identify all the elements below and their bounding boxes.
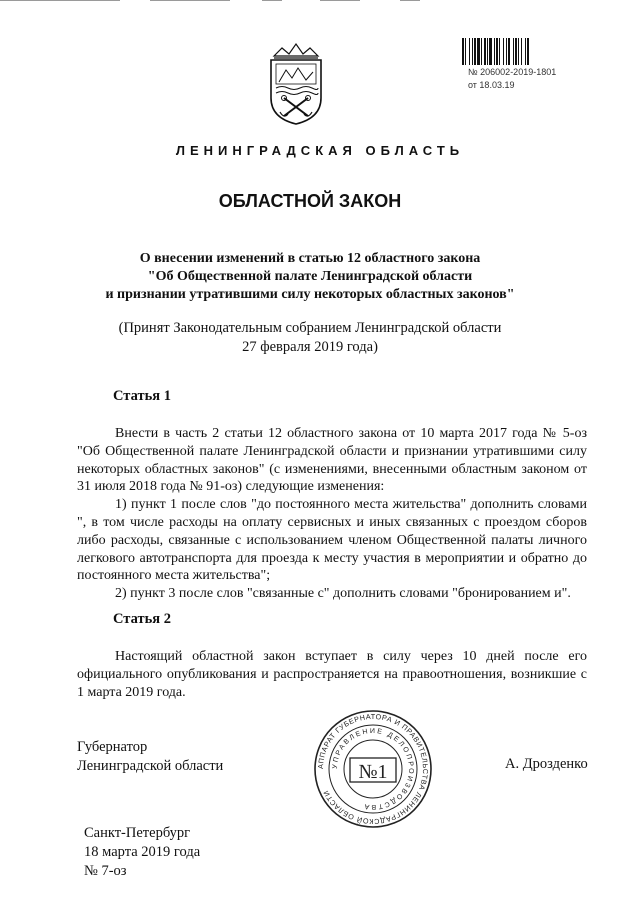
issue-city: Санкт-Петербург — [84, 825, 191, 841]
seal-inner-text: УПРАВЛЕНИЕ ДЕЛОПРОИЗВОДСТВА — [331, 727, 415, 811]
barcode-bar — [525, 38, 526, 65]
law-type-heading: ОБЛАСТНОЙ ЗАКОН — [218, 191, 402, 211]
adoption-line: (Принят Законодательным собранием Ленинградской области — [118, 320, 502, 336]
barcode-bar — [503, 38, 504, 65]
article-1-body — [77, 425, 587, 603]
barcode-bar — [527, 38, 529, 65]
region-heading: ЛЕНИНГРАДСКАЯ ОБЛАСТЬ — [175, 143, 465, 158]
article-1-heading: Статья 1 — [113, 388, 171, 404]
law-title-line: и признании утратившими силу некоторых областных законов" — [105, 287, 515, 302]
article-1-intro: Внести в часть 2 статьи 12 областного закона от 10 марта 2017 года № 5-оз "Об Общественной палате Ленинградской области и признании утратившими силу некоторых областных законов" (с изменениями, внесенными областным законом от 31 июля 2018 года № 91-оз) следующие изменения: — [77, 426, 587, 495]
signatory-name: А. Дрозденко — [505, 756, 588, 772]
article-1-item-2: 2) пункт 3 после слов "связанные с" дополнить словами "бронированием и". — [115, 586, 571, 602]
barcode-bar — [515, 38, 517, 65]
article-2-heading: Статья 2 — [113, 611, 171, 627]
barcode-bar — [469, 38, 470, 65]
issue-date: 18 марта 2019 года — [84, 844, 201, 860]
barcode-bar — [499, 38, 500, 65]
adoption-date: 27 февраля 2019 года) — [242, 339, 378, 355]
barcode-bar — [496, 38, 498, 65]
barcode-bar — [513, 38, 514, 65]
law-title — [60, 250, 560, 304]
barcode-bar — [508, 38, 510, 65]
law-title-line: "Об Общественной палате Ленинградской области — [147, 269, 473, 284]
barcode-bar — [489, 38, 492, 65]
barcode-bar — [518, 38, 519, 65]
barcode-bar — [481, 38, 482, 65]
barcode-bar — [487, 38, 488, 65]
law-title-line: О внесении изменений в статью 12 областного закона — [139, 251, 481, 266]
law-number: № 7-оз — [84, 863, 127, 879]
registration-number: № 206002-2019-1801 — [468, 67, 557, 77]
signatory-region: Ленинградской области — [77, 758, 224, 774]
barcode-bar — [474, 38, 476, 65]
official-seal-stamp — [312, 708, 434, 830]
adoption-note — [60, 319, 560, 357]
article-2-body — [77, 648, 587, 701]
seal-number: №1 — [358, 761, 388, 783]
barcode-bar — [462, 38, 464, 65]
barcode-bar — [484, 38, 486, 65]
barcode-bar — [506, 38, 507, 65]
issue-place-date — [84, 824, 200, 881]
barcode-bar — [472, 38, 473, 65]
coat-of-arms-emblem — [268, 40, 324, 126]
barcode-bar — [477, 38, 480, 65]
barcode — [462, 38, 580, 65]
barcode-bar — [494, 38, 495, 65]
article-1-item-1: 1) пункт 1 после слов "до постоянного места жительства" дополнить словами ", в том числе расходы на оплату сервисных и иных связанных с проездом сборов либо расходы, связанные с использованием членом Общественной палаты личного легкового автотранспорта для проезда к месту участия в мероприятии и обратно до постоянного места жительства"; — [77, 497, 587, 584]
scan-edge-lines — [0, 0, 640, 3]
signatory-title: Губернатор — [77, 739, 148, 755]
article-2-text: Настоящий областной закон вступает в силу через 10 дней после его официального опубликования и распространяется на правоотношения, возникшие с 1 марта 2019 года. — [77, 649, 587, 700]
seal-outer-text: АППАРАТ ГУБЕРНАТОРА И ПРАВИТЕЛЬСТВА ЛЕНИНГРАДСКОЙ ОБЛАСТИ — [315, 711, 431, 827]
barcode-bar — [465, 38, 466, 65]
signatory-position — [77, 738, 223, 776]
barcode-bar — [521, 38, 522, 65]
registration-date: от 18.03.19 — [468, 80, 515, 90]
